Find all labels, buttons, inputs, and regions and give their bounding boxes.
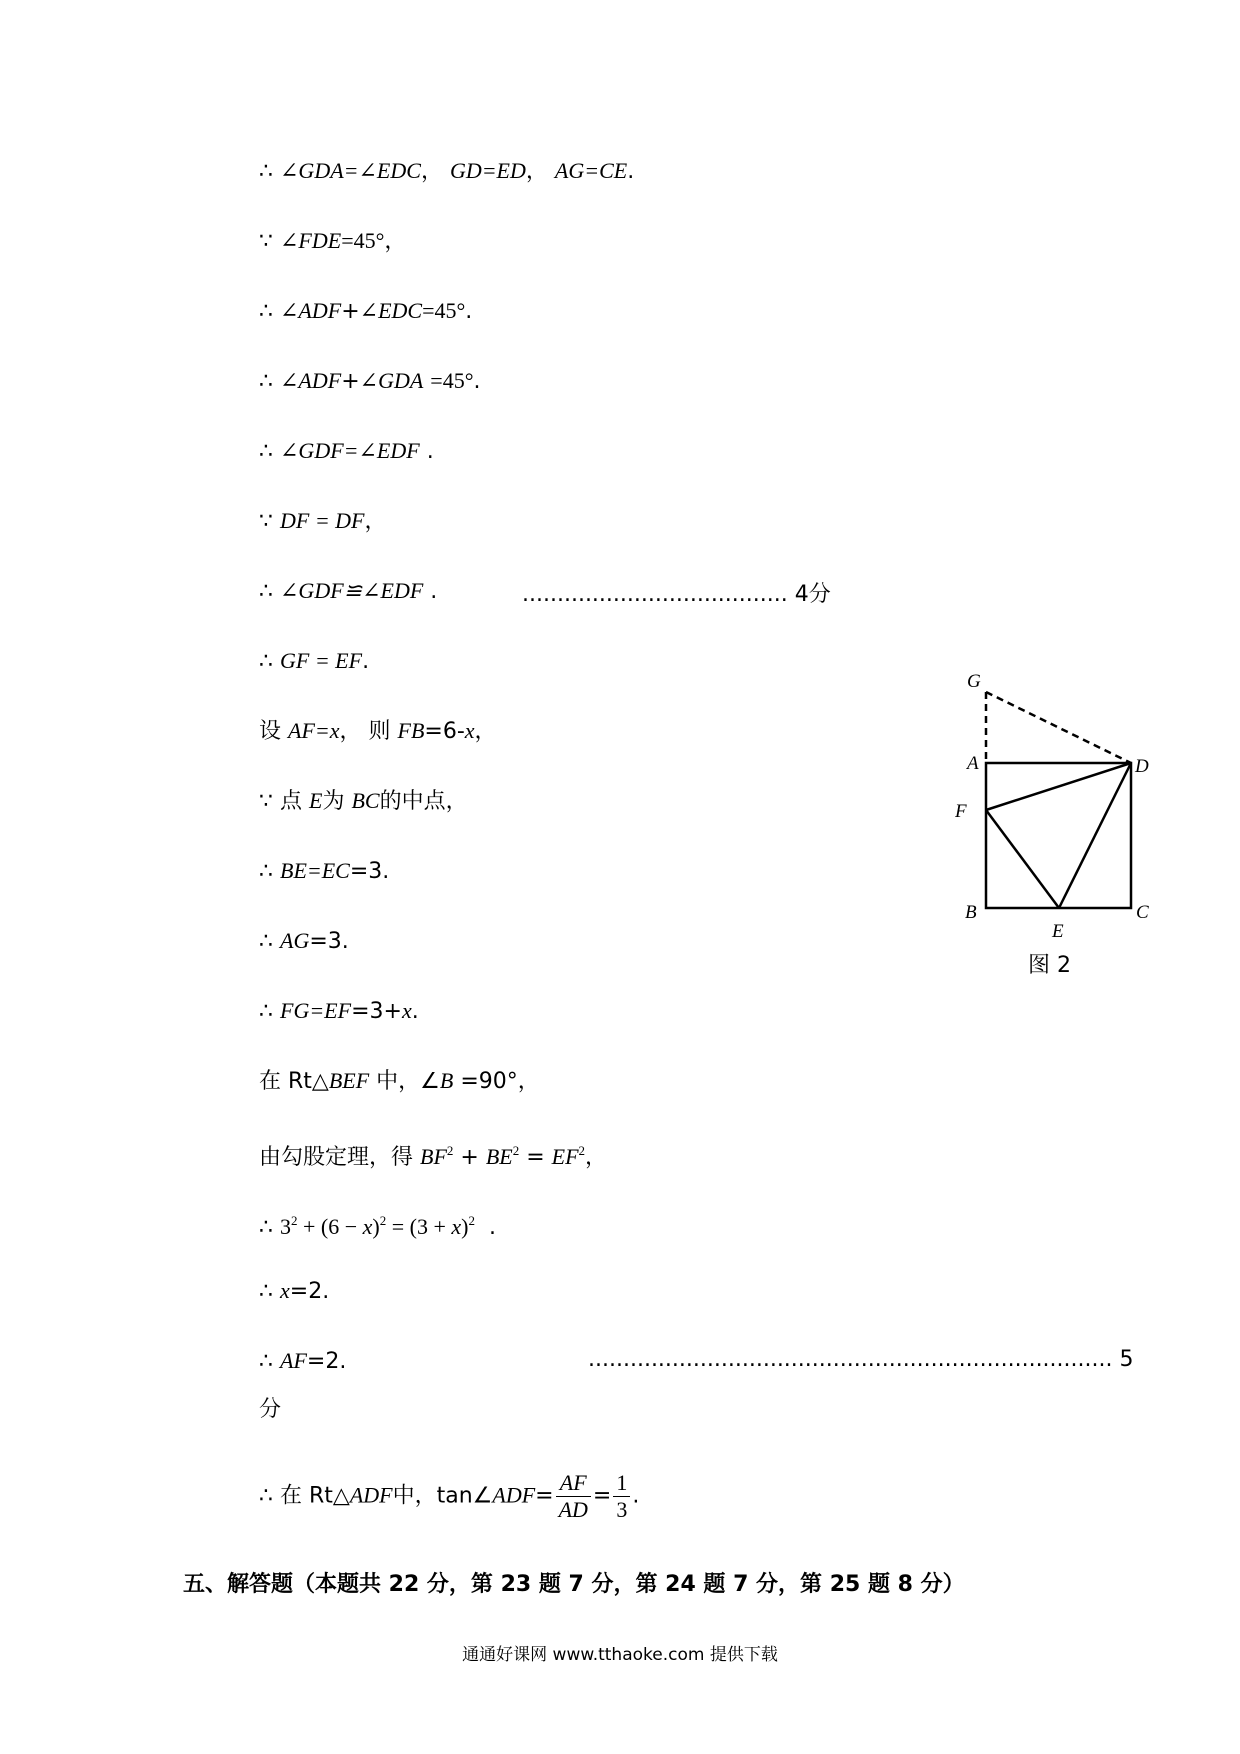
fraction-one-third: $\frac{1}{3}$ [613, 1470, 630, 1523]
segment-ed [1059, 763, 1131, 908]
step-line: ∵ ∠FDE=45°， [259, 228, 407, 254]
square-abcd [986, 763, 1131, 908]
label-e: E [1052, 921, 1064, 942]
step-line: ∴ ∠GDF=∠EDF . [259, 438, 434, 464]
segment-fe [986, 810, 1059, 908]
step-line: ∴ GF = EF. [259, 648, 370, 674]
step-line: ∴ 在 Rt△ADF中，tan∠ADF= $\frac{AF}{AD}$ = $\frac{1}{3}$ . [259, 1470, 640, 1522]
step-line: ∴ AF=2. [259, 1348, 347, 1374]
geometry-figure [955, 665, 1155, 945]
label-g: G [967, 671, 981, 692]
label-b: B [965, 902, 977, 923]
footer: 通通好课网 www.tthaoke.com 提供下载 [462, 1645, 778, 1665]
step-line: ∴ ∠ADF+∠GDA =45°. [259, 368, 481, 394]
label-a: A [967, 753, 979, 774]
label-c: C [1136, 902, 1149, 923]
step-line: ∵ DF = DF， [259, 508, 387, 534]
step-line: ∴ ∠ADF+∠EDC=45°. [259, 298, 473, 324]
step-line: 由勾股定理，得 $BF^2 + BE^2 = EF^2$， [259, 1143, 608, 1170]
step-line: 分 [259, 1397, 282, 1422]
step-line: ∴ BE=EC=3. [259, 858, 390, 884]
step-line: ∴ AG=3. [259, 928, 349, 954]
step-line: ∴ x=2. [259, 1278, 330, 1304]
step-line: ∴ FG=EF=3+x. [259, 998, 419, 1024]
step-line: ∴ ∠GDF≌∠EDF . [259, 578, 438, 604]
section-title: 五、解答题（本题共 22 分，第 23 题 7 分，第 24 题 7 分，第 25 题 8 分） [183, 1572, 965, 1597]
step-line: ∵ 点 E为 BC的中点， [259, 788, 468, 814]
step-line: 在 Rt△BEF 中，∠B =90°， [259, 1068, 540, 1094]
score-4: ...................................... 4分 [522, 582, 831, 607]
step-line: ∴ ∠GDA=∠EDC， GD=ED， AG=CE. [259, 158, 635, 184]
fraction-af-ad: $\frac{AF}{AD}$ [556, 1470, 591, 1523]
label-d: D [1135, 756, 1149, 777]
step-line: ∴ $3^2 + (6 - x)^2 = (3 + x)^2$ . [259, 1213, 496, 1240]
figure-caption: 图 2 [1028, 953, 1071, 978]
score-5: ........................................................................... 5 [588, 1347, 1134, 1372]
step-line: 设 AF=x， 则 FB=6-x， [259, 718, 497, 744]
segment-gd [986, 692, 1131, 763]
segment-fd [986, 763, 1131, 810]
label-f: F [955, 801, 967, 822]
